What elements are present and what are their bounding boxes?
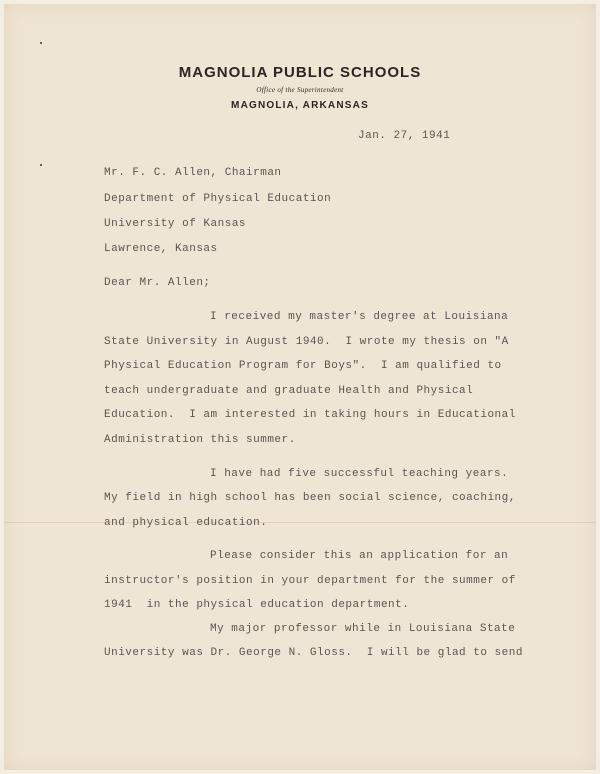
- salutation: Dear Mr. Allen;: [104, 277, 211, 289]
- body-line: Please consider this an application for an: [210, 550, 509, 562]
- recipient-line: Lawrence, Kansas: [104, 243, 218, 255]
- recipient-line: University of Kansas: [104, 218, 247, 230]
- body-line: Physical Education Program for Boys". I am qualified to: [104, 360, 502, 372]
- body-line: and physical education.: [104, 517, 268, 529]
- body-line: Education. I am interested in taking hours in Educational: [104, 409, 516, 421]
- recipient-line: Mr. F. C. Allen, Chairman: [104, 167, 282, 179]
- letterhead-organization: MAGNOLIA PUBLIC SCHOOLS: [178, 64, 422, 81]
- body-line: Administration this summer.: [104, 434, 296, 446]
- letter-page: [4, 4, 596, 770]
- body-line: I received my master's degree at Louisiana: [210, 311, 509, 323]
- paper-speck: [40, 42, 42, 44]
- paper-fold-line: [4, 522, 596, 523]
- letterhead-office: Office of the Superintendent: [256, 86, 344, 94]
- body-line: I have had five successful teaching years.: [210, 468, 509, 480]
- body-line: instructor's position in your department for the summer of: [104, 575, 516, 587]
- body-line: 1941 in the physical education department.: [104, 599, 410, 611]
- letter-date: Jan. 27, 1941: [358, 130, 451, 142]
- body-line: State University in August 1940. I wrote my thesis on "A: [104, 336, 509, 348]
- body-line: My major professor while in Louisiana State: [210, 623, 516, 635]
- body-line: University was Dr. George N. Gloss. I will be glad to send: [104, 647, 523, 659]
- recipient-line: Department of Physical Education: [104, 193, 332, 205]
- body-line: My field in high school has been social science, coaching,: [104, 492, 516, 504]
- letterhead-city: MAGNOLIA, ARKANSAS: [231, 100, 369, 111]
- body-line: teach undergraduate and graduate Health and Physical: [104, 385, 474, 397]
- paper-speck: [40, 164, 42, 166]
